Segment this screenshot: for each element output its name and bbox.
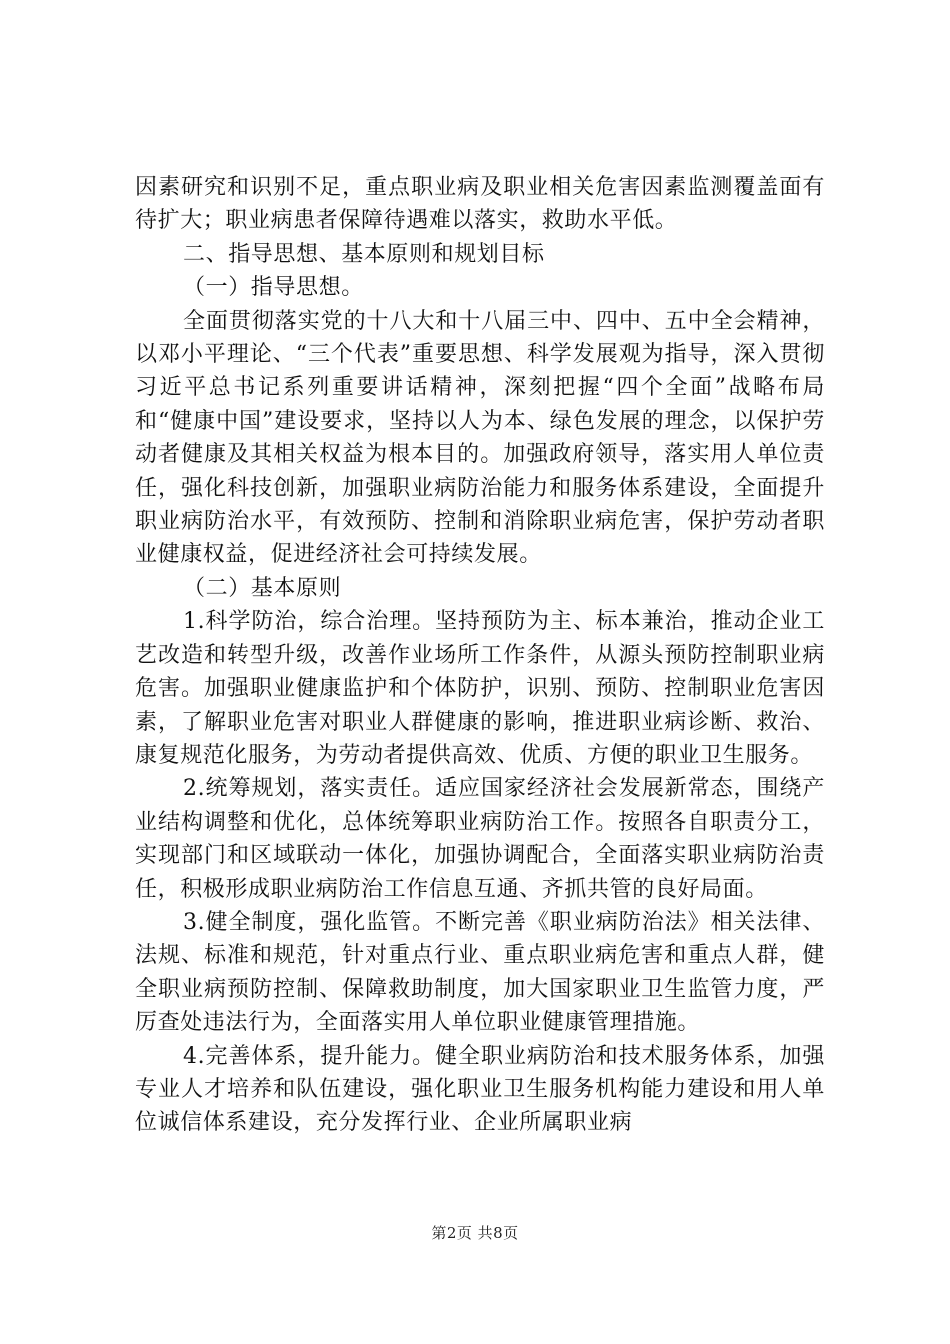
section-heading-guiding-principles: 二、指导思想、基本原则和规划目标 (183, 241, 545, 267)
paragraph-continuation: 因素研究和识别不足，重点职业病及职业相关危害因素监测覆盖面有待扩大；职业病患者保障待遇难以落实，救助水平低。 (135, 175, 825, 234)
subheading-guiding-thought: （一）指导思想。 (183, 275, 364, 301)
paragraph-principle-3: 3.健全制度，强化监管。不断完善《职业病防治法》相关法律、法规、标准和规范，针对重点行业、重点职业病危害和重点人群，健全职业病预防控制、保障救助制度，加大国家职业卫生监管力度，严厉查处违法行为，全面落实用人单位职业健康管理措施。 (135, 909, 825, 1036)
document-body (135, 171, 825, 1140)
paragraph-guiding-thought: 全面贯彻落实党的十八大和十八届三中、四中、五中全会精神，以邓小平理论、“三个代表”重要思想、科学发展观为指导，深入贯彻习近平总书记系列重要讲话精神，深刻把握“四个全面”战略布局和“健康中国”建设要求，坚持以人为本、绿色发展的理念，以保护劳动者健康及其相关权益为根本目的。加强政府领导，落实用人单位责任，强化科技创新，加强职业病防治能力和服务体系建设，全面提升职业病防治水平，有效预防、控制和消除职业病危害，保护劳动者职业健康权益，促进经济社会可持续发展。 (135, 308, 825, 568)
subheading-basic-principles: （二）基本原则 (183, 575, 342, 601)
paragraph-principle-2: 2.统筹规划，落实责任。适应国家经济社会发展新常态，围绕产业结构调整和优化，总体统筹职业病防治工作。按照各自职责分工，实现部门和区域联动一体化，加强协调配合，全面落实职业病防治责任，积极形成职业病防治工作信息互通、齐抓共管的良好局面。 (135, 776, 825, 902)
page-number-footer: 第2页 共8页 (431, 1224, 519, 1242)
paragraph-principle-1: 1.科学防治，综合治理。坚持预防为主、标本兼治，推动企业工艺改造和转型升级，改善作业场所工作条件，从源头预防控制职业病危害。加强职业健康监护和个体防护，识别、预防、控制职业危害因素，了解职业危害对职业人群健康的影响，推进职业病诊断、救治、康复规范化服务，为劳动者提供高效、优质、方便的职业卫生服务。 (135, 609, 825, 768)
paragraph-principle-4: 4.完善体系，提升能力。健全职业病防治和技术服务体系，加强专业人才培养和队伍建设，强化职业卫生服务机构能力建设和用人单位诚信体系建设，充分发挥行业、企业所属职业病 (135, 1043, 825, 1136)
